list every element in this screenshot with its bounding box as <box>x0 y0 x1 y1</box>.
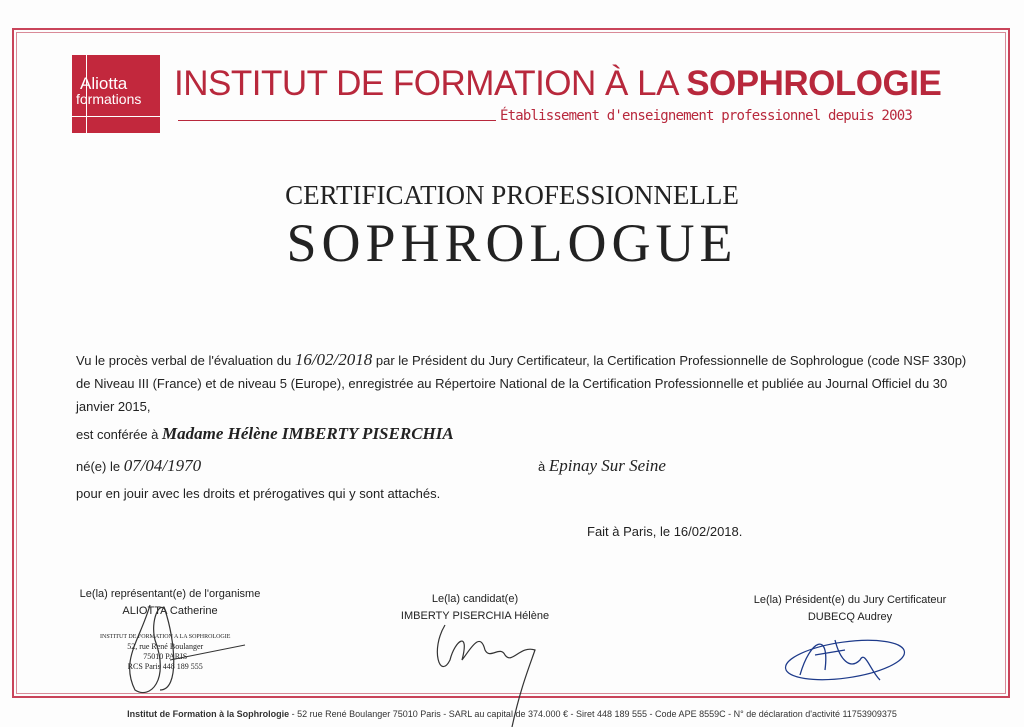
recipient-name: Madame Hélène IMBERTY PISERCHIA <box>162 424 454 443</box>
place-date-signed: Fait à Paris, le 16/02/2018. <box>587 524 743 539</box>
stamp-line: INSTITUT DE FORMATION A LA SOPHROLOGIE <box>100 634 231 640</box>
birth-date: 07/04/1970 <box>123 456 202 475</box>
signature-role: Le(la) représentant(e) de l'organisme <box>79 588 261 600</box>
certificate-subject: SOPHROLOGUE <box>286 213 738 273</box>
birth-place: Epinay Sur Seine <box>548 456 666 475</box>
born-label: né(e) le <box>76 459 124 474</box>
footer-company: Institut de Formation à la Sophrologie <box>127 709 290 719</box>
logo-text-2: formations <box>76 91 142 107</box>
logo-text: Aliotta <box>80 74 128 93</box>
stamp-line: 52, rue René Boulanger <box>127 642 204 651</box>
footer-details: - 52 rue René Boulanger 75010 Paris - SARL au capital de 374.000 € - Siret 448 189 555 - Code APE 8559C - N° de déclaration d'activité 11753909375 <box>289 709 897 719</box>
p1-start: Vu le procès verbal de l'évaluation du <box>76 353 295 368</box>
signature-role: Le(la) Président(e) du Jury Certificateur <box>753 594 947 606</box>
tagline: Établissement d'enseignement professionnel depuis 2003 <box>500 108 912 124</box>
rights-text: pour en jouir avec les droits et prérogatives qui y sont attachés. <box>76 486 441 501</box>
place-label: à <box>538 459 549 474</box>
stamp-line: RCS Paris 448 189 555 <box>127 662 203 671</box>
signature-role: Le(la) candidat(e) <box>431 593 519 605</box>
certificate-title: CERTIFICATION PROFESSIONNELLE <box>285 180 739 210</box>
institute-name-bold: SOPHROLOGIE <box>686 64 942 103</box>
footer-legal <box>0 709 1024 719</box>
signature-name: DUBECQ Audrey <box>807 611 893 623</box>
signature-name: ALIOTTA Catherine <box>122 605 218 617</box>
conferred-label: est conférée à <box>76 427 162 442</box>
evaluation-date: 16/02/2018 <box>294 350 373 369</box>
signature-name: IMBERTY PISERCHIA Hélène <box>400 610 550 622</box>
institute-name-light: INSTITUT DE FORMATION À LA <box>174 64 687 103</box>
p1-end: par le Président du Jury Certificateur, la Certification Professionnelle de Sophrologue (code NSF 330p) de Niveau III (France) et de niveau 5 (Europe), enregistrée au Répertoire National de la Certification Professionnelle et publiée au Journal Officiel du 30 janvier 2015, <box>76 353 967 414</box>
stamp-line: 75010 PARIS <box>143 652 188 661</box>
